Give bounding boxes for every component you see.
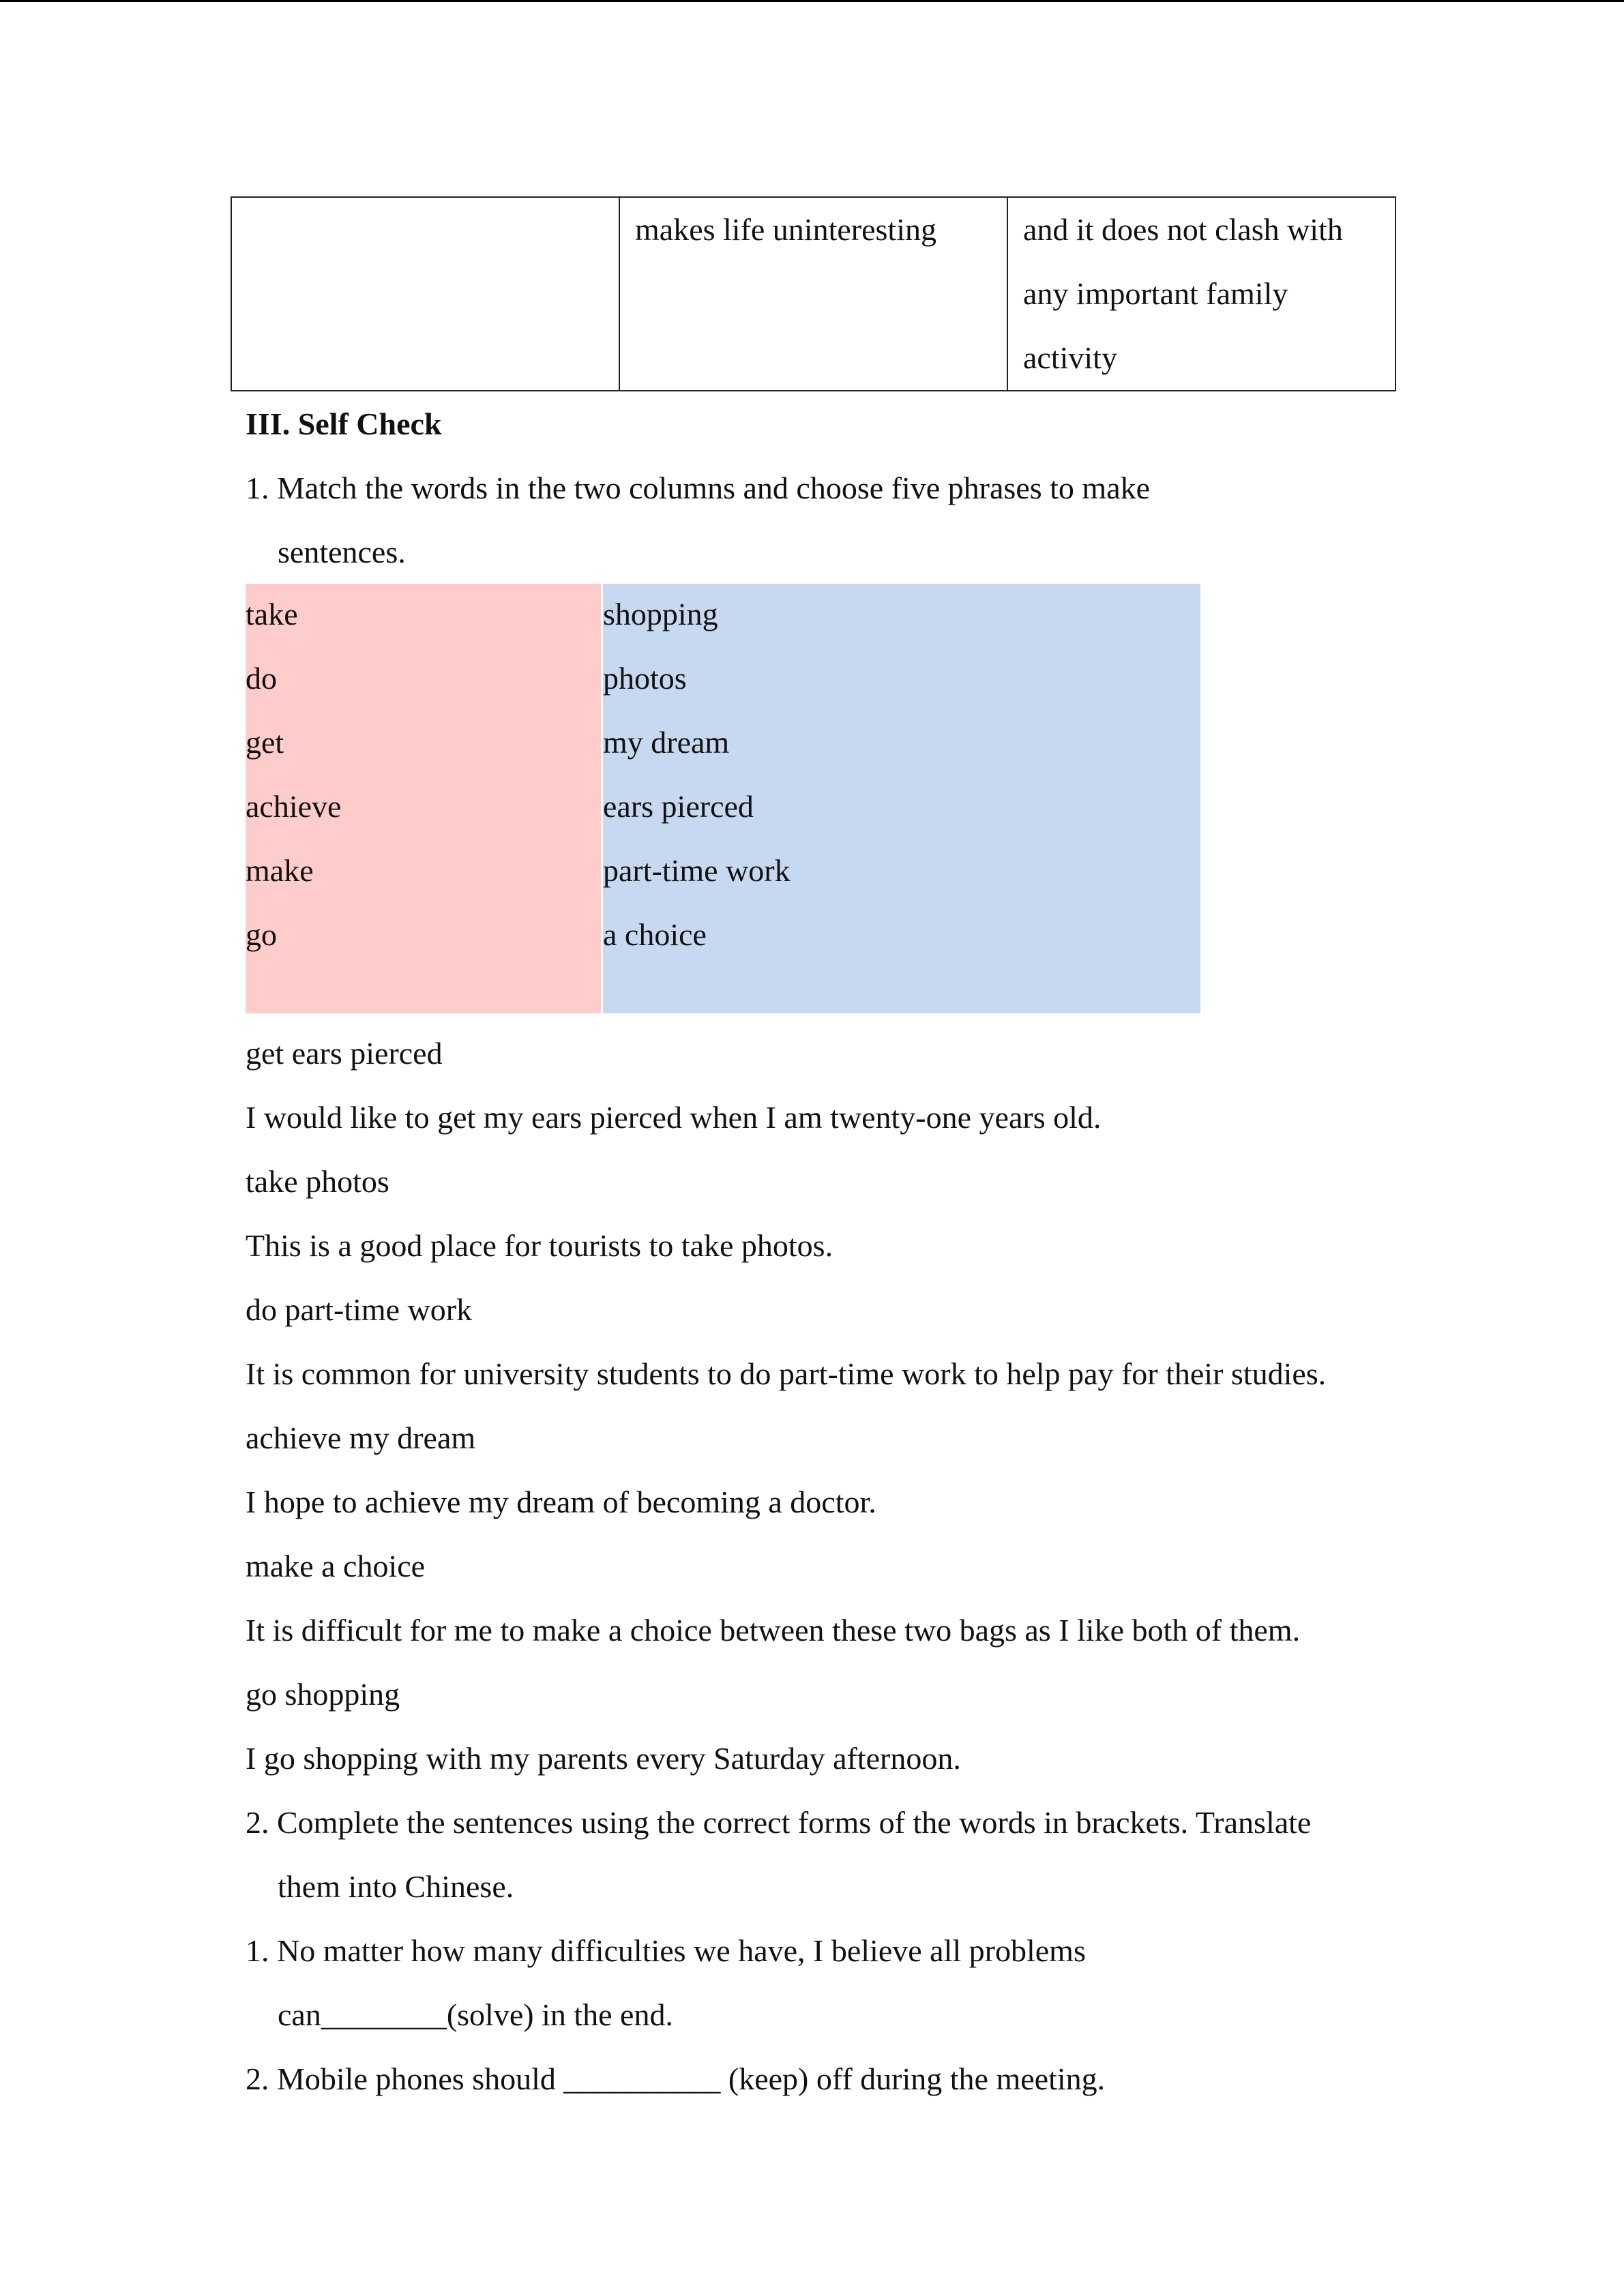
answer-phrase: go shopping (246, 1677, 400, 1712)
answer-phrase: make a choice (246, 1549, 426, 1583)
exercise-item-1: 1. No matter how many difficulties we have, I believe all problems (246, 1933, 1086, 1968)
answer-sentence: This is a good place for tourists to take photos. (246, 1228, 833, 1263)
answer-sentence: I would like to get my ears pierced when I am twenty-one years old. (246, 1100, 1102, 1135)
noun-item: photos (603, 661, 687, 696)
noun-item: part-time work (603, 853, 791, 888)
question-2-line-2: them into Chinese. (278, 1869, 514, 1904)
verb-item: achieve (246, 789, 342, 824)
answer-sentence: It is difficult for me to make a choice between these two bags as I like both of them. (246, 1613, 1301, 1648)
exercise-item-2: 2. Mobile phones should __________ (keep) off during the meeting. (246, 2061, 1106, 2096)
answer-sentence: I go shopping with my parents every Saturday afternoon. (246, 1741, 961, 1776)
match-column-verbs (246, 584, 601, 1013)
answer-sentence: It is common for university students to do part-time work to help pay for their studies. (246, 1356, 1327, 1391)
table-cell-condition (1007, 197, 1396, 391)
noun-item: ears pierced (603, 789, 754, 824)
table-cell-empty (231, 197, 619, 391)
answer-phrase: achieve my dream (246, 1420, 476, 1455)
noun-item: a choice (603, 917, 707, 952)
answer-phrase: take photos (246, 1164, 389, 1199)
noun-item: my dream (603, 725, 730, 760)
question-1-line-2: sentences. (278, 535, 406, 569)
verb-item: take (246, 597, 298, 631)
cell-text: activity (1023, 340, 1117, 375)
verb-item: go (246, 917, 277, 952)
table-cell-drawback (619, 197, 1007, 391)
table-row (231, 197, 1396, 391)
question-1-line-1: 1. Match the words in the two columns and choose five phrases to make (246, 471, 1151, 505)
verb-item: make (246, 853, 314, 888)
answer-phrase: do part-time work (246, 1292, 473, 1327)
cell-text: and it does not clash with (1023, 212, 1343, 247)
noun-item: shopping (603, 597, 718, 631)
section-title: III. Self Check (246, 406, 442, 441)
cell-text: any important family (1023, 276, 1288, 311)
answer-sentence: I hope to achieve my dream of becoming a doctor. (246, 1485, 876, 1519)
cell-text: makes life uninteresting (635, 212, 936, 247)
answer-phrase: get ears pierced (246, 1036, 443, 1071)
verb-item: do (246, 661, 277, 696)
exercise-item-1-continued: can________(solve) in the end. (278, 1997, 673, 2032)
question-2-line-1: 2. Complete the sentences using the correct forms of the words in brackets. Translate (246, 1805, 1312, 1840)
verb-item: get (246, 725, 284, 760)
comparison-table-fragment (231, 196, 1396, 391)
match-column-nouns (603, 584, 1200, 1013)
